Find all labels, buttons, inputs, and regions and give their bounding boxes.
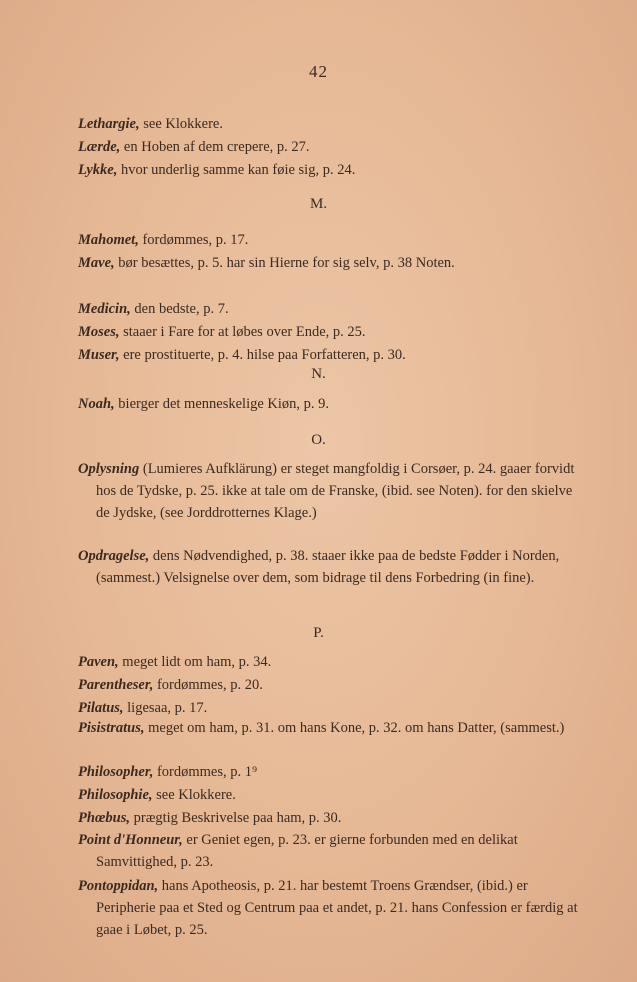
entry-head: Oplysning <box>78 461 140 477</box>
entry-head: Noah, <box>78 396 115 412</box>
index-entry <box>78 298 578 320</box>
entry-text: fordømmes, p. 1⁹ <box>156 764 258 780</box>
entry-head: Philosopher, <box>78 764 154 780</box>
index-entry <box>78 159 578 181</box>
index-entry <box>78 393 578 415</box>
entry-text: ere prostituerte, p. 4. hilse paa Forfatteren, p. 30. <box>123 347 406 363</box>
entry-text: meget om ham, p. 31. om hans Kone, p. 32. om hans Datter, (sammest.) <box>148 720 565 736</box>
index-entry <box>78 136 578 158</box>
entry-head: Opdragelse, <box>78 548 150 564</box>
entry-text: fordømmes, p. 20. <box>156 677 263 693</box>
index-entry <box>78 458 586 524</box>
index-entry <box>78 252 586 274</box>
entry-text: bør besættes, p. 5. har sin Hierne for sig selv, p. 38 Noten. <box>118 255 455 271</box>
entry-head: Mave, <box>78 255 115 271</box>
entry-text: bierger det menneskelige Kiøn, p. 9. <box>118 396 330 412</box>
index-entry <box>78 784 578 806</box>
entry-head: Philosophie, <box>78 787 153 803</box>
index-entry <box>78 875 586 941</box>
index-entry <box>78 829 586 873</box>
entry-head: Lykke, <box>78 162 118 178</box>
entry-head: Medicin, <box>78 301 131 317</box>
entry-head: Mahomet, <box>78 232 139 248</box>
entry-head: Pisistratus, <box>78 720 145 736</box>
entry-text: fordømmes, p. 17. <box>142 232 249 248</box>
page-number: 42 <box>309 62 328 81</box>
entry-text: er Geniet egen, p. 23. er gierne forbunden med en delikat Samvittighed, p. 23. <box>96 832 518 870</box>
entry-head: Muser, <box>78 347 120 363</box>
entry-head: Moses, <box>78 324 120 340</box>
entry-head: Point d'Honneur, <box>78 832 183 848</box>
index-entry <box>78 113 578 135</box>
entry-head: Paven, <box>78 654 119 670</box>
section-heading-n: N. <box>311 366 326 382</box>
entry-head: Lærde, <box>78 139 121 155</box>
section-heading-p: P. <box>313 625 324 641</box>
entry-head: Parentheser, <box>78 677 154 693</box>
entry-text: (Lumieres Aufklärung) er steget mangfoldig i Corsøer, p. 24. gaaer forvidt hos de Tydske, p. 25. ikke at tale om de Franske, (ibid. see Noten). for den skielve de Jydske, (see Jorddrotternes Klage.) <box>96 461 575 521</box>
entry-head: Phœbus, <box>78 810 130 826</box>
entry-text: den bedste, p. 7. <box>134 301 229 317</box>
index-entry <box>78 229 578 251</box>
index-entry <box>78 674 578 696</box>
index-entry <box>78 344 578 366</box>
entry-text: prægtig Beskrivelse paa ham, p. 30. <box>133 810 342 826</box>
section-heading-o: O. <box>311 432 326 448</box>
entry-text: hvor underlig samme kan føie sig, p. 24. <box>120 162 356 178</box>
entry-head: Lethargie, <box>78 116 140 132</box>
entry-text: see Klokkere. <box>143 116 223 132</box>
index-entry <box>78 807 578 829</box>
index-entry <box>78 761 578 783</box>
entry-text: staaer i Fare for at løbes over Ende, p. 25. <box>123 324 366 340</box>
index-entry <box>78 717 586 739</box>
index-entry <box>78 697 578 719</box>
index-entry <box>78 321 578 343</box>
entry-text: see Klokkere. <box>156 787 236 803</box>
index-entry <box>78 545 586 589</box>
entry-head: Pilatus, <box>78 700 124 716</box>
index-entry <box>78 651 578 673</box>
entry-text: ligesaa, p. 17. <box>127 700 208 716</box>
entry-text: hans Apotheosis, p. 21. har bestemt Troens Grændser, (ibid.) er Peripherie paa et Sted og Centrum paa et andet, p. 21. hans Confession er færdig at gaae i Løbet, p. 25. <box>96 878 578 938</box>
entry-text: dens Nødvendighed, p. 38. staaer ikke paa de bedste Fødder i Norden, (sammest.) Velsignelse over dem, som bidrage til dens Forbedring (in fine). <box>96 548 560 586</box>
section-heading-m: M. <box>309 196 328 212</box>
entry-text: meget lidt om ham, p. 34. <box>122 654 272 670</box>
entry-text: en Hoben af dem crepere, p. 27. <box>123 139 310 155</box>
entry-head: Pontoppidan, <box>78 878 159 894</box>
